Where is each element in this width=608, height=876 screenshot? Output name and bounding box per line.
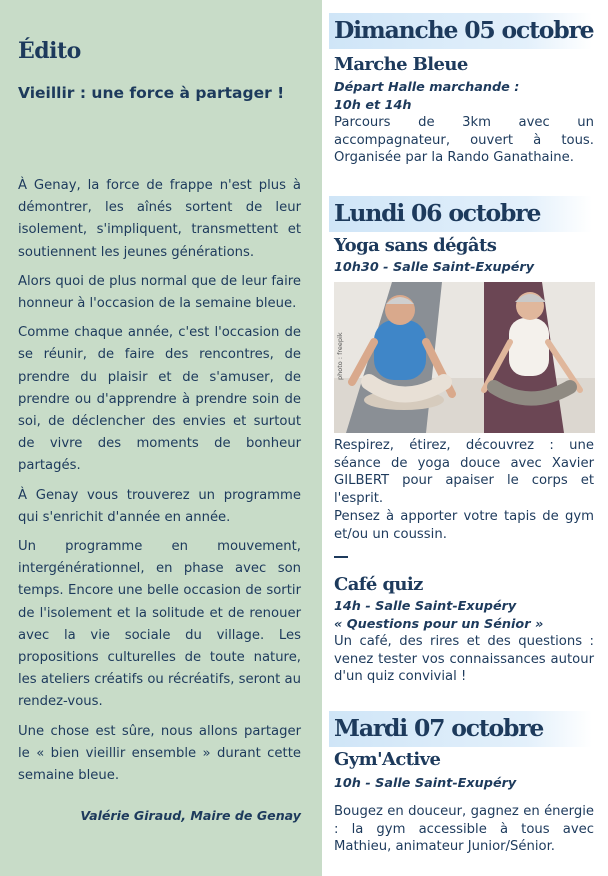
event-title-cafe-quiz: Café quiz [334,574,423,595]
edito-paragraph: À Genay vous trouverez un programme qui s'enrichit d'année en année. [18,487,301,525]
event-subtitle-cafe-quiz: « Questions pour un Sénior » [334,617,544,632]
edito-body [18,175,301,787]
event-title-marche-bleue: Marche Bleue [334,54,468,75]
event-title-gym-active: Gym'Active [334,749,441,770]
event-note-yoga: Pensez à apporter votre tapis de gym et/ou un coussin. [334,509,594,542]
day-label-tuesday: Mardi 07 octobre [334,714,544,742]
event-time-marche-bleue: 10h et 14h [334,98,412,113]
edito-paragraph: Comme chaque année, c'est l'occasion de se réunir, de faire des rencontres, de prendre du plaisir et de s'amuser, de prendre ou d'apprendre à prendre soin de soi, de déclencher des envies et surtout de vivre des moments de bonheur partagés. [18,325,301,474]
event-text-yoga: Respirez, étirez, découvrez : une séance de yoga douce avec Xavier GILBERT pour apaiser le corps et l'esprit. [334,438,594,506]
day-banner-sunday [329,13,592,49]
event-time-yoga: 10h30 - Salle Saint-Exupéry [334,260,535,275]
separator-dash [334,556,348,558]
yoga-photo [334,282,595,433]
event-place-marche-bleue: Départ Halle marchande : [334,80,520,95]
day-banner-monday [329,196,592,232]
event-title-yoga: Yoga sans dégâts [334,235,497,256]
edito-subtitle: Vieillir : une force à partager ! [18,84,285,102]
edito-paragraph: À Genay, la force de frappe n'est plus à démontrer, les aînés sortent de leur isolement, s'impliquent, transmettent et soutiennent les jeunes générations. [18,178,301,260]
event-text-gym-active: Bougez en douceur, gagnez en énergie : la gym accessible à tous avec Mathieu, animateur Junior/Sénior. [334,804,594,855]
day-label-sunday: Dimanche 05 octobre [334,16,594,44]
day-label-monday: Lundi 06 octobre [334,199,541,227]
edito-paragraph: Alors quoi de plus normal que de leur faire honneur à l'occasion de la semaine bleue. [18,273,301,312]
edito-signature: Valérie Giraud, Maire de Genay [80,808,301,824]
event-time-cafe-quiz: 14h - Salle Saint-Exupéry [334,599,517,614]
yoga-illustration [334,282,595,433]
event-text-marche-bleue: Parcours de 3km avec un accompagnateur, ouvert à tous. Organisée par la Rando Ganathaine. [334,115,594,166]
edito-paragraph: Un programme en mouvement, intergénérationnel, en phase avec son temps. Encore une belle occasion de sortir de l'isolement et la solitude et de renouer avec la vie sociale du village. Les propositions culturelles de toute nature, les ateliers créatifs ou récréatifs, seront au rendez-vous. [18,539,301,710]
edito-paragraph: Une chose est sûre, nous allons partager le « bien vieillir ensemble » durant cette semaine bleue. [18,723,301,784]
day-banner-tuesday [329,711,592,747]
photo-credit: photo : freepik [336,332,344,380]
edito-title: Édito [18,38,81,64]
event-time-gym-active: 10h - Salle Saint-Exupéry [334,776,517,791]
event-text-cafe-quiz: Un café, des rires et des questions : venez tester vos connaissances autour d'un quiz convivial ! [334,634,594,685]
